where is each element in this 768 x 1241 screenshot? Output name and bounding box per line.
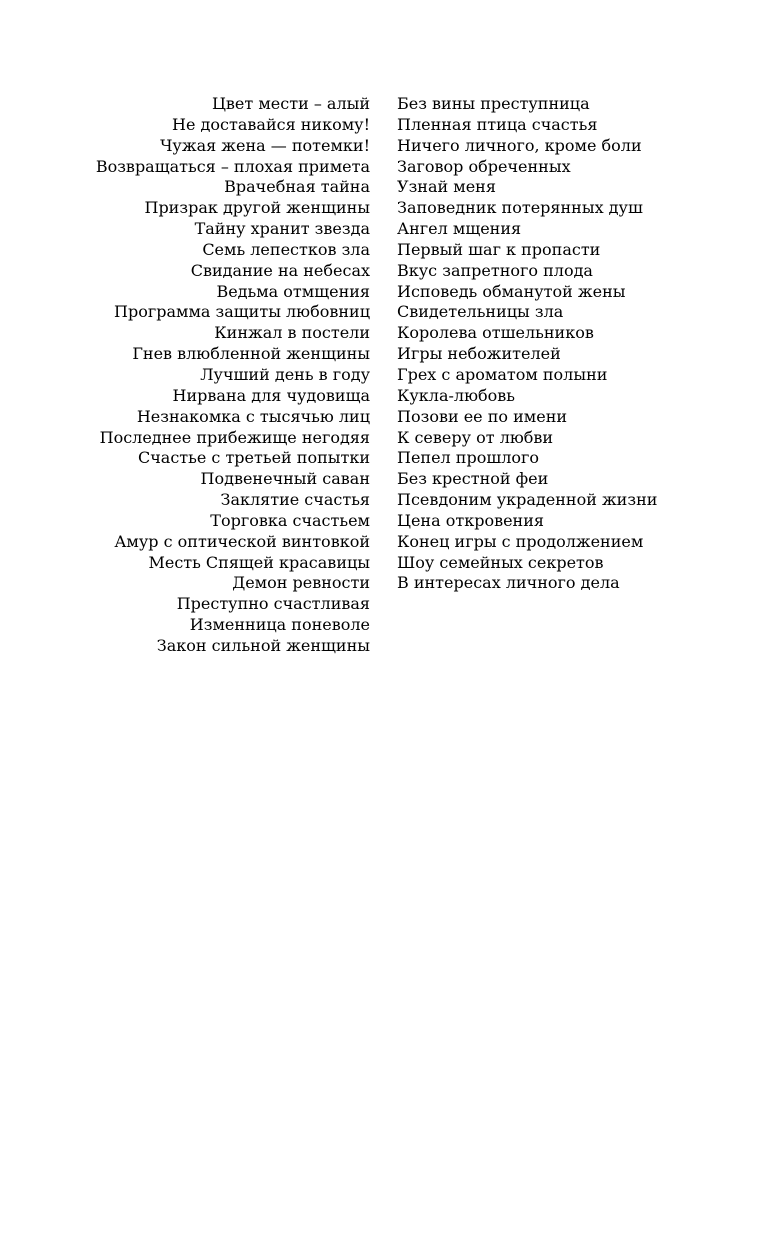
title-item: Закон сильной женщины: [156, 635, 370, 655]
title-item: Заговор обреченных: [397, 156, 571, 176]
title-item: Возвращаться – плохая примета: [95, 156, 370, 176]
title-item: Ангел мщения: [397, 219, 522, 239]
title-item: Преступно счастливая: [176, 594, 370, 614]
title-item: Месть Спящей красавицы: [148, 552, 370, 572]
title-item: Подвенечный саван: [200, 469, 370, 489]
title-item: Гнев влюбленной женщины: [132, 344, 370, 364]
title-item: Пленная птица счастья: [397, 114, 598, 134]
title-item: Последнее прибежище негодяя: [99, 427, 370, 447]
title-list-left: [96, 94, 370, 657]
title-item: Заклятие счастья: [220, 490, 370, 510]
title-item: Позови ее по имени: [397, 406, 568, 426]
title-item: Свидание на небесах: [190, 260, 370, 280]
title-item: Ничего личного, кроме боли: [397, 135, 642, 155]
title-item: Кинжал в постели: [214, 323, 370, 343]
title-item: Программа защиты любовниц: [114, 302, 370, 322]
title-item: Пепел прошлого: [397, 448, 540, 468]
title-item: Вкус запретного плода: [397, 260, 593, 280]
title-item: Исповедь обманутой жены: [397, 281, 626, 301]
title-item: Игры небожителей: [397, 344, 561, 364]
title-item: Узнай меня: [397, 177, 496, 197]
title-item: Псевдоним украденной жизни: [397, 490, 658, 510]
title-item: Без вины преступница: [397, 94, 590, 113]
title-item: Нирвана для чудовища: [172, 385, 370, 405]
title-item: Тайну хранит звезда: [194, 219, 370, 239]
title-item: Счастье с третьей попытки: [137, 448, 370, 468]
title-item: К северу от любви: [397, 427, 554, 447]
title-item: Незнакомка с тысячью лиц: [136, 406, 370, 426]
title-item: Заповедник потерянных душ: [397, 198, 643, 218]
title-item: Шоу семейных секретов: [397, 552, 604, 572]
title-item: Свидетельницы зла: [397, 302, 564, 322]
title-item: Призрак другой женщины: [144, 198, 370, 218]
title-item: В интересах личного дела: [397, 573, 620, 593]
title-item: Семь лепестков зла: [202, 239, 370, 259]
title-item: Не доставайся никому!: [172, 114, 370, 134]
title-item: Чужая жена — потемки!: [160, 135, 370, 155]
title-item: Цвет мести – алый: [211, 94, 370, 113]
title-list-right: [397, 94, 657, 594]
title-item: Без крестной феи: [397, 469, 549, 489]
title-item: Врачебная тайна: [224, 177, 370, 197]
title-item: Лучший день в году: [200, 364, 370, 384]
title-item: Амур с оптической винтовкой: [114, 531, 370, 551]
title-item: Демон ревности: [232, 573, 370, 593]
title-item: Ведьма отмщения: [216, 281, 370, 301]
title-item: Торговка счастьем: [210, 510, 370, 530]
title-item: Первый шаг к пропасти: [397, 239, 601, 259]
title-item: Конец игры с продолжением: [397, 531, 644, 551]
title-item: Кукла-любовь: [397, 385, 515, 405]
title-item: Цена откровения: [397, 510, 544, 530]
title-item: Изменница поневоле: [189, 615, 370, 635]
title-item: Грех с ароматом полыни: [397, 364, 608, 384]
title-item: Королева отшельников: [397, 323, 594, 343]
